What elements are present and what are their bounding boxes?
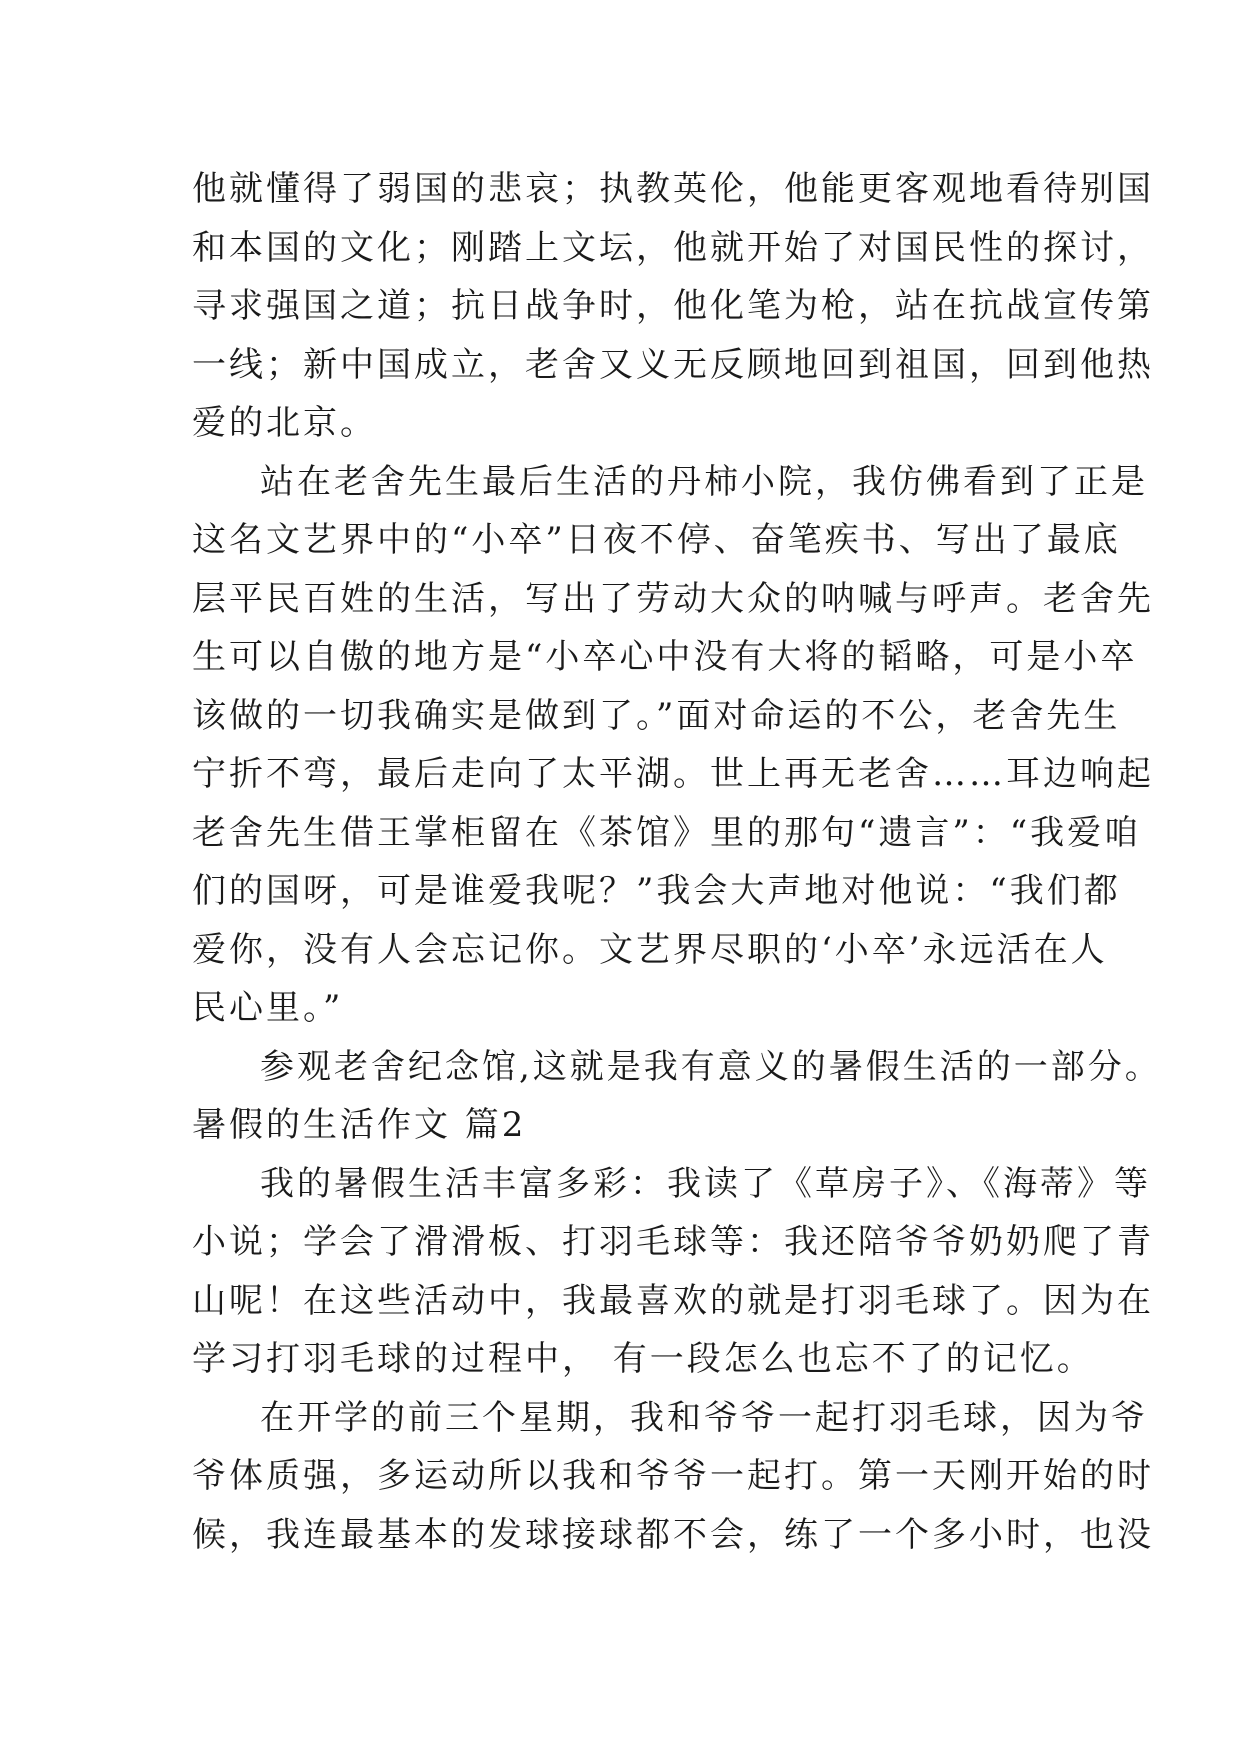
section-heading: 暑假的生活作文 篇2 — [192, 1105, 527, 1145]
text-line: 爱你，没有人会忘记你。文艺界尽职的‘小卒’永远活在人 — [192, 929, 1108, 970]
text-line: 层平民百姓的生活，写出了劳动大众的呐喊与呼声。老舍先 — [192, 578, 1154, 619]
paragraph-first-line: 在开学的前三个星期，我和爷爷一起打羽毛球，因为爷 — [260, 1397, 1148, 1438]
text-line: 宁折不弯，最后走向了太平湖。世上再无老舍……耳边响起 — [192, 754, 1154, 794]
text-line: 民心里。” — [192, 988, 344, 1028]
text-line: 生可以自傲的地方是“小卒心中没有大将的韬略，可是小卒 — [192, 637, 1138, 677]
paragraph-first-line: 我的暑假生活丰富多彩：我读了《草房子》、《海蒂》等 — [260, 1163, 1151, 1204]
body-text — [192, 160, 1162, 1564]
text-line: 寻求强国之道；抗日战争时，他化笔为枪，站在抗战宣传第 — [192, 286, 1154, 326]
text-line: 爷体质强，多运动所以我和爷爷一起打。第一天刚开始的时 — [192, 1456, 1154, 1496]
text-line: 该做的一切我确实是做到了。”面对命运的不公，老舍先生 — [192, 695, 1121, 736]
text-line: 爱的北京。 — [192, 403, 377, 443]
text-line: 候，我连最基本的发球接球都不会，练了一个多小时，也没 — [192, 1514, 1154, 1555]
text-line: 他就懂得了弱国的悲哀；执教英伦，他能更客观地看待别国 — [192, 169, 1154, 209]
text-line: 一线；新中国成立，老舍又义无反顾地回到祖国，回到他热 — [192, 344, 1154, 385]
text-line: 学习打羽毛球的过程中， 有一段怎么也忘不了的记忆。 — [192, 1339, 1094, 1379]
text-line: 们的国呀，可是谁爱我呢？”我会大声地对他说：“我们都 — [192, 871, 1121, 911]
text-line: 和本国的文化；刚踏上文坛，他就开始了对国民性的探讨， — [192, 227, 1154, 268]
text-line: 老舍先生借王掌柜留在《茶馆》里的那句“遗言”：“我爱咱 — [192, 812, 1142, 853]
text-line: 小说；学会了滑滑板、打羽毛球等：我还陪爷爷奶奶爬了青 — [192, 1222, 1154, 1262]
text-line: 这名文艺界中的“小卒”日夜不停、奋笔疾书、写出了最底 — [192, 520, 1121, 560]
text-line: 山呢！在这些活动中，我最喜欢的就是打羽毛球了。因为在 — [192, 1280, 1154, 1321]
paragraph-first-line: 参观老舍纪念馆,这就是我有意义的暑假生活的一部分。 — [260, 1046, 1162, 1087]
paragraph-first-line: 站在老舍先生最后生活的丹柿小院，我仿佛看到了正是 — [260, 461, 1148, 502]
